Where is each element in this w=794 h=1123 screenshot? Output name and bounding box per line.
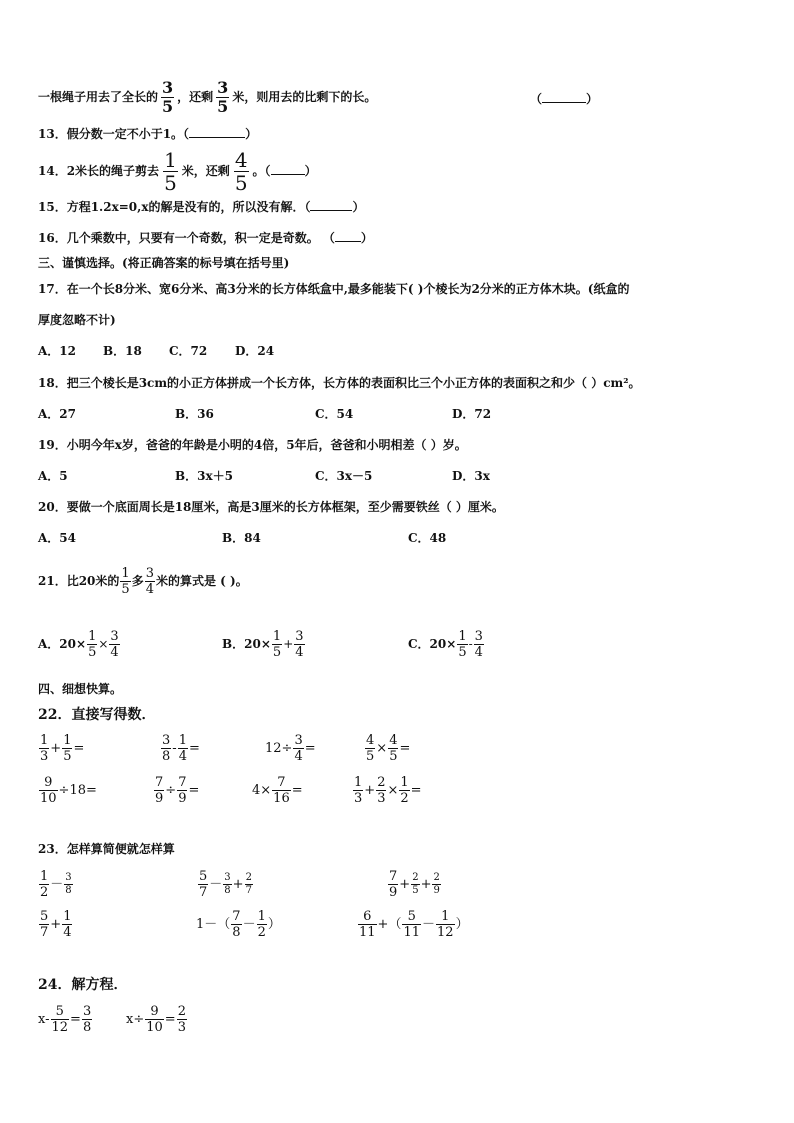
- q15-answer-blank[interactable]: [310, 200, 352, 211]
- q22-expr-6: $\frac{7}{9}$ ÷ $\frac{7}{9}$ =: [155, 775, 200, 806]
- q21-option-c[interactable]: C．20× $\frac{1}{5}$ - $\frac{3}{4}$: [408, 629, 483, 660]
- q22-expr-1: $\frac{1}{3}$ + $\frac{1}{5}$ =: [40, 733, 85, 764]
- q23-expr-4: $\frac{5}{7}$ + $\frac{1}{4}$: [40, 909, 72, 940]
- question-14: 14．2米长的绳子剪去 $\frac{1}{5}$ 米，还剩 $\frac{4}{5}$ 。（ ）: [38, 148, 317, 195]
- question-17-line2: 厚度忽略不计): [38, 313, 116, 327]
- q17-option-d[interactable]: D．24: [235, 344, 275, 358]
- q22-expr-7: 4× $\frac{7}{16}$ =: [252, 775, 303, 806]
- question-21: 21．比20米的 $\frac{1}{5}$ 多 $\frac{3}{4}$ 米的算式是 ( )。: [38, 566, 248, 597]
- q13-answer-blank[interactable]: [189, 127, 245, 138]
- q16-answer-blank[interactable]: [335, 231, 361, 242]
- q12-answer-blank[interactable]: （ ）: [530, 92, 599, 106]
- q21-option-b[interactable]: B．20× $\frac{1}{5}$ + $\frac{3}{4}$: [222, 629, 304, 660]
- question-17-line1: 17．在一个长8分米、宽6分米、高3分米的长方体纸盒中,最多能装下( )个棱长为2分米的正方体木块。(纸盒的: [38, 282, 630, 296]
- fraction: $\frac{3}{5}$: [217, 78, 229, 116]
- q24-equation-1: x- $\frac{5}{12}$ = $\frac{3}{8}$: [38, 1004, 92, 1035]
- q23-expr-6: $\frac{6}{11}$ +（ $\frac{5}{11}$ － $\frac{1}{12}$ ）: [359, 909, 469, 940]
- question-24-title: 24．解方程．: [38, 977, 128, 993]
- q23-expr-3: $\frac{7}{9}$ + $\frac{2}{5}$ + $\frac{2}{9}$: [389, 869, 440, 900]
- q22-expr-3: 12÷ $\frac{3}{4}$ =: [265, 733, 316, 764]
- q23-expr-1: $\frac{1}{2}$ － $\frac{3}{8}$: [40, 869, 72, 900]
- question-16: 16．几个乘数中，只要有一个奇数，积一定是奇数。 （ ）: [38, 231, 373, 245]
- fraction: $\frac{3}{4}$: [145, 566, 154, 597]
- q18-option-d[interactable]: D．72: [452, 407, 492, 421]
- question-20: 20．要做一个底面周长是18厘米，高是3厘米的长方体框架，至少需要铁丝（ ）厘米。: [38, 500, 504, 514]
- question-13: 13．假分数一定不小于1。（ ）: [38, 127, 258, 141]
- q17-option-c[interactable]: C．72: [169, 344, 208, 358]
- q23-expr-5: 1－（ $\frac{7}{8}$ － $\frac{1}{2}$ ）: [196, 909, 281, 940]
- question-18: 18．把三个棱长是3cm的小正方体拼成一个长方体，长方体的表面积比三个小正方体的表面积之和少（ ）cm²。: [38, 376, 641, 390]
- q18-option-a[interactable]: A．27: [38, 407, 77, 421]
- q23-expr-2: $\frac{5}{7}$ － $\frac{3}{8}$ + $\frac{2}{7}$: [199, 869, 252, 900]
- q21-option-a[interactable]: A．20× $\frac{1}{5}$ × $\frac{3}{4}$: [38, 629, 119, 660]
- q17-option-a[interactable]: A．12: [38, 344, 77, 358]
- q19-option-c[interactable]: C．3x－5: [315, 469, 373, 483]
- fraction: $\frac{4}{5}$: [234, 148, 248, 195]
- question-23-title: 23．怎样算简便就怎样算: [38, 842, 175, 856]
- question-19: 19．小明今年x岁，爸爸的年龄是小明的4倍，5年后，爸爸和小明相差（ ）岁。: [38, 438, 467, 452]
- fraction: $\frac{1}{5}$: [121, 566, 130, 597]
- q24-equation-2: x÷ $\frac{9}{10}$ = $\frac{2}{3}$: [126, 1004, 186, 1035]
- q22-expr-4: $\frac{4}{5}$ × $\frac{4}{5}$ =: [366, 733, 411, 764]
- fraction: $\frac{1}{5}$: [164, 148, 177, 195]
- question-15: 15．方程1.2x=0,x的解是没有的，所以没有解．（ ）: [38, 200, 365, 214]
- q18-option-c[interactable]: C．54: [315, 407, 354, 421]
- q19-option-d[interactable]: D．3x: [452, 469, 490, 483]
- question-22-title: 22．直接写得数．: [38, 707, 156, 723]
- q22-expr-8: $\frac{1}{3}$ + $\frac{2}{3}$ × $\frac{1}{2}$ =: [354, 775, 422, 806]
- q20-option-a[interactable]: A．54: [38, 531, 77, 545]
- q19-option-b[interactable]: B．3x＋5: [175, 469, 233, 483]
- q22-expr-2: $\frac{3}{8}$ - $\frac{1}{4}$ =: [162, 733, 200, 764]
- q22-expr-5: $\frac{9}{10}$ ÷18=: [40, 775, 97, 806]
- question-12: 一根绳子用去了全长的 $\frac{3}{5}$ ，还剩 $\frac{3}{5}$ 米，则用去的比剩下的长。: [38, 78, 377, 116]
- q20-option-c[interactable]: C．48: [408, 531, 447, 545]
- section-3-heading: 三、谨慎选择。(将正确答案的标号填在括号里): [38, 256, 290, 270]
- fraction: $\frac{3}{5}$: [162, 78, 174, 116]
- section-4-heading: 四、细想快算。: [38, 682, 123, 696]
- q14-answer-blank[interactable]: [271, 164, 305, 175]
- q18-option-b[interactable]: B．36: [175, 407, 214, 421]
- q19-option-a[interactable]: A．5: [38, 469, 68, 483]
- q20-option-b[interactable]: B．84: [222, 531, 261, 545]
- q17-option-b[interactable]: B．18: [103, 344, 142, 358]
